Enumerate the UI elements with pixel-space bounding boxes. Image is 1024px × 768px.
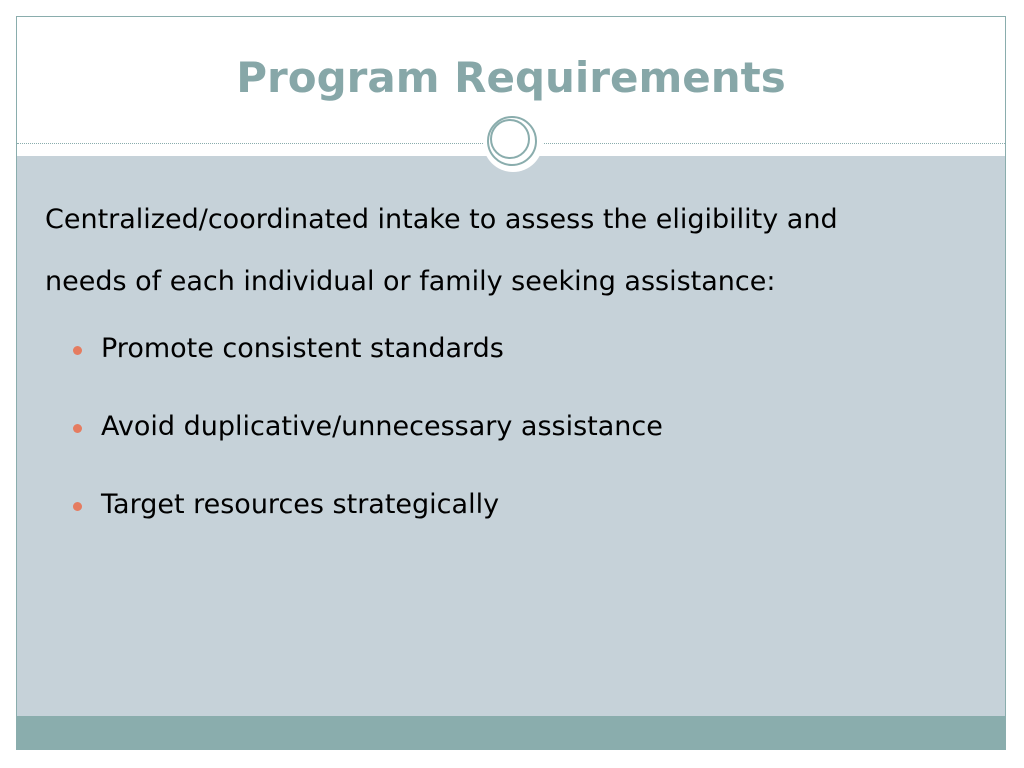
slide [16, 16, 1006, 750]
circle-ornament-icon [483, 112, 543, 172]
bullet-item [73, 407, 953, 485]
bullet-text: Avoid duplicative/unnecessary assistance [101, 411, 663, 442]
intro-paragraph [45, 189, 945, 313]
intro-line-2: needs of each individual or family seeking assistance: [45, 266, 776, 297]
bullet-text: Promote consistent standards [101, 333, 504, 364]
ornament-inner-ring [490, 119, 530, 159]
bullet-dot-icon [73, 424, 82, 433]
footer-band [17, 716, 1005, 750]
bullet-dot-icon [73, 502, 82, 511]
bullet-item [73, 485, 953, 563]
bullet-text: Target resources strategically [101, 489, 500, 520]
bullet-dot-icon [73, 346, 82, 355]
bullet-list [73, 329, 953, 563]
bullet-item [73, 329, 953, 407]
slide-title: Program Requirements [236, 53, 786, 102]
intro-line-1: Centralized/coordinated intake to assess the eligibility and [45, 204, 838, 235]
